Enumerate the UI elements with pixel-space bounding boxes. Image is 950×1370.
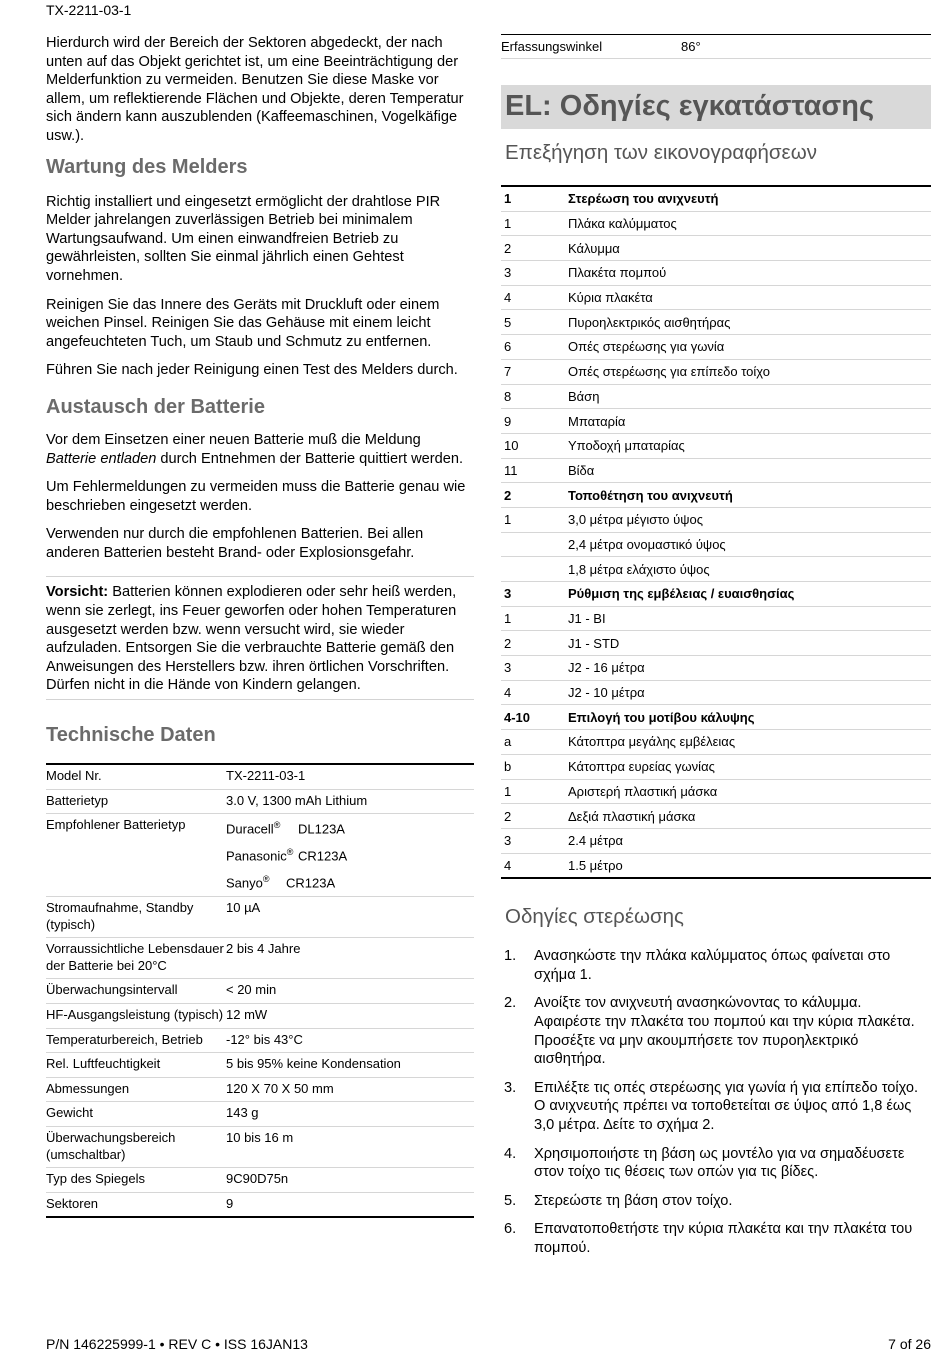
tech-data-heading: Technische Daten xyxy=(46,724,216,747)
legend-row: 1 J1 - BI xyxy=(501,606,931,631)
legend-row: 9 Μπαταρία xyxy=(501,409,931,434)
battery-heading: Austausch der Batterie xyxy=(46,395,265,418)
mounting-heading: Οδηγίες στερέωσης xyxy=(505,905,684,929)
tech-data-table xyxy=(46,763,474,1218)
table-row: Empfohlener Batterietyp Duracell® DL123A Panasonic® CR123A Sanyo® CR123A xyxy=(46,814,474,897)
battery-paragraph-1: Vor dem Einsetzen einer neuen Batterie muß die Meldung Batterie entladen durch Entnehmen der Batterie quittiert werden. xyxy=(46,431,463,467)
list-item: 5. Στερεώστε τη βάση στον τοίχο. xyxy=(504,1192,733,1209)
legend-row: 3 2.4 μέτρα xyxy=(501,828,931,853)
table-row: Gewicht 143 g xyxy=(46,1102,474,1127)
maintenance-paragraph-1: Richtig installiert und eingesetzt ermöglicht der drahtlose PIR Melder jahrelangen zuverlässigen Betrieb bei minimalem Wartungsaufwand. Um einen einwandfreien Betrieb zu gewährleisten, sollten Sie einmal jährlich einen Gehtest vornehmen. xyxy=(46,193,441,284)
table-row: Stromaufnahme, Standby (typisch) 10 µA xyxy=(46,896,474,937)
legend-row: 1 Πλάκα καλύμματος xyxy=(501,211,931,236)
table-row: Vorraussichtliche Lebensdauer der Batterie bei 20°C 2 bis 4 Jahre xyxy=(46,938,474,979)
intro-paragraph: Hierdurch wird der Bereich der Sektoren abgedeckt, der nach unten auf das Objekt gerichtet ist, um eine Beeinträchtigung der Melderfunktion zu vermeiden. Benutzen Sie diese Maske vor allem, um reflektierende Flächen und Objekte, deren Temperatur sich ändern kann auszublenden (Kaffeemaschinen, Vogelkäfige usw.). xyxy=(46,35,464,144)
legend-row: 11 Βίδα xyxy=(501,458,931,483)
legend-table xyxy=(501,185,931,879)
footer-page-number: 7 of 26 xyxy=(888,1336,931,1352)
legend-row: 1 3,0 μέτρα μέγιστο ύψος xyxy=(501,507,931,532)
legend-row: 1 Αριστερή πλαστική μάσκα xyxy=(501,779,931,804)
legend-row: 1,8 μέτρα ελάχιστο ύψος xyxy=(501,557,931,582)
header-doc-id: TX-2211-03-1 xyxy=(46,2,132,18)
battery-warning xyxy=(46,576,474,700)
table-row: Überwachungsbereich (umschaltbar) 10 bis 16 m xyxy=(46,1126,474,1167)
legend-row: 5 Πυροηλεκτρικός αισθητήρας xyxy=(501,310,931,335)
legend-row: 1 Στερέωση του ανιχνευτή xyxy=(501,186,931,211)
legend-heading: Επεξήγηση των εικονογραφήσεων xyxy=(505,141,817,164)
detection-angle-row: Erfassungswinkel 86° xyxy=(501,34,931,59)
legend-row: 4 1.5 μέτρο xyxy=(504,857,623,873)
legend-row: 6 Οπές στερέωσης για γωνία xyxy=(501,335,931,360)
legend-row: a Κάτοπτρα μεγάλης εμβέλειας xyxy=(501,730,931,755)
table-row: Überwachungsintervall < 20 min xyxy=(46,979,474,1004)
table-row: Sektoren 9 xyxy=(46,1195,234,1211)
legend-row: 2 Δεξιά πλαστική μάσκα xyxy=(501,804,931,829)
footer-part-number: P/N 146225999-1 • REV C • ISS 16JAN13 xyxy=(46,1336,308,1352)
battery-option: Sanyo® CR123A xyxy=(226,874,336,891)
warning-label: Vorsicht: xyxy=(46,584,109,601)
table-row: Typ des Spiegels 9C90D75n xyxy=(46,1168,474,1193)
right-column xyxy=(501,34,931,1268)
legend-row: 3 Ρύθμιση της εμβέλειας / ευαισθησίας xyxy=(501,582,931,607)
battery-option: Panasonic® CR123A xyxy=(226,847,348,864)
list-item: 1. Ανασηκώστε την πλάκα καλύμματος όπως φαίνεται στο σχήμα 1. xyxy=(504,948,891,983)
maintenance-paragraph-2: Reinigen Sie das Innere des Geräts mit Druckluft oder einem weichen Pinsel. Reinigen Sie das Gehäuse mit einem leicht angefeuchteten Tuch, um Staub und Schmutz zu entfernen. xyxy=(46,296,440,350)
mounting-steps xyxy=(501,947,931,1257)
table-row: Rel. Luftfeuchtigkeit 5 bis 95% keine Kondensation xyxy=(46,1053,474,1078)
table-row: Model Nr. TX-2211-03-1 xyxy=(46,764,474,789)
list-item: 3. Επιλέξτε τις οπές στερέωσης για γωνία ή για επίπεδο τοίχο. Ο ανιχνευτής πρέπει να τοποθετείται σε ύψος από 1,8 έως 3,0 μέτρα. Δείτε το σχήμα 2. xyxy=(504,1079,919,1133)
table-row: Temperaturbereich, Betrieb -12° bis 43°C xyxy=(46,1028,474,1053)
table-row: Abmessungen 120 X 70 X 50 mm xyxy=(46,1077,474,1102)
list-item: 6. Επανατοποθετήστε την κύρια πλακέτα και την πλακέτα του πομπού. xyxy=(504,1221,913,1256)
list-item: 4. Χρησιμοποιήστε τη βάση ως μοντέλο για να σημαδέυσετε στον τοίχο τις θέσεις των οπών για τις βίδες. xyxy=(504,1145,905,1181)
legend-row: 2 Τοποθέτηση του ανιχνευτή xyxy=(501,483,931,508)
legend-row: 2 Κάλυμμα xyxy=(501,236,931,261)
legend-row: 4 J2 - 10 μέτρα xyxy=(501,680,931,705)
legend-row: 3 J2 - 16 μέτρα xyxy=(501,656,931,681)
table-row: Batterietyp 3.0 V, 1300 mAh Lithium xyxy=(46,789,474,814)
maintenance-paragraph-3: Führen Sie nach jeder Reinigung einen Test des Melders durch. xyxy=(46,362,458,379)
legend-row: 10 Υποδοχή μπαταρίας xyxy=(501,433,931,458)
warning-text: Batterien können explodieren oder sehr heiß werden, wenn sie zerlegt, ins Feuer geworfen oder hohen Temperaturen ausgesetzt werden bzw. wenn versucht wird, sie wieder aufzuladen. Entsorgen Sie die verbrauchte Batterie gemäß den Anweisungen des Herstellers bzw. ihren örtlichen Vorschriften. Dürfen nicht in die Hände von Kindern gelangen. xyxy=(46,584,457,694)
legend-row: 8 Βάση xyxy=(501,384,931,409)
legend-row: 4 Κύρια πλακέτα xyxy=(501,285,931,310)
legend-row: 3 Πλακέτα πομπού xyxy=(501,261,931,286)
legend-row: b Κάτοπτρα ευρείας γωνίας xyxy=(501,754,931,779)
legend-row: 2 J1 - STD xyxy=(501,631,931,656)
maintenance-heading: Wartung des Melders xyxy=(46,155,248,178)
battery-paragraph-3: Verwenden nur durch die empfohlenen Batterien. Bei allen anderen Batterien besteht Brand- oder Explosionsgefahr. xyxy=(46,526,424,561)
table-row: HF-Ausgangsleistung (typisch) 12 mW xyxy=(46,1003,474,1028)
el-section-title: EL: Οδηγίες εγκατάστασης xyxy=(501,85,931,129)
battery-paragraph-2: Um Fehlermeldungen zu vermeiden muss die Batterie genau wie beschrieben eingesetzt werden. xyxy=(46,479,466,514)
battery-option: Duracell® DL123A xyxy=(226,820,345,837)
legend-row: 4-10 Επιλογή του μοτίβου κάλυψης xyxy=(501,705,931,730)
left-column xyxy=(46,34,474,1218)
legend-row: 7 Οπές στερέωσης για επίπεδο τοίχο xyxy=(501,359,931,384)
legend-row: 2,4 μέτρα ονομαστικό ύψος xyxy=(501,532,931,557)
list-item: 2. Ανοίξτε τον ανιχνευτή ανασηκώνοντας το κάλυμμα. Αφαιρέστε την πλακέτα του πομπού και την κύρια πλακέτα. Προσέξτε να μην ακουμπήσετε τον πυροηλεκτρικό αισθητήρα. xyxy=(504,995,915,1068)
